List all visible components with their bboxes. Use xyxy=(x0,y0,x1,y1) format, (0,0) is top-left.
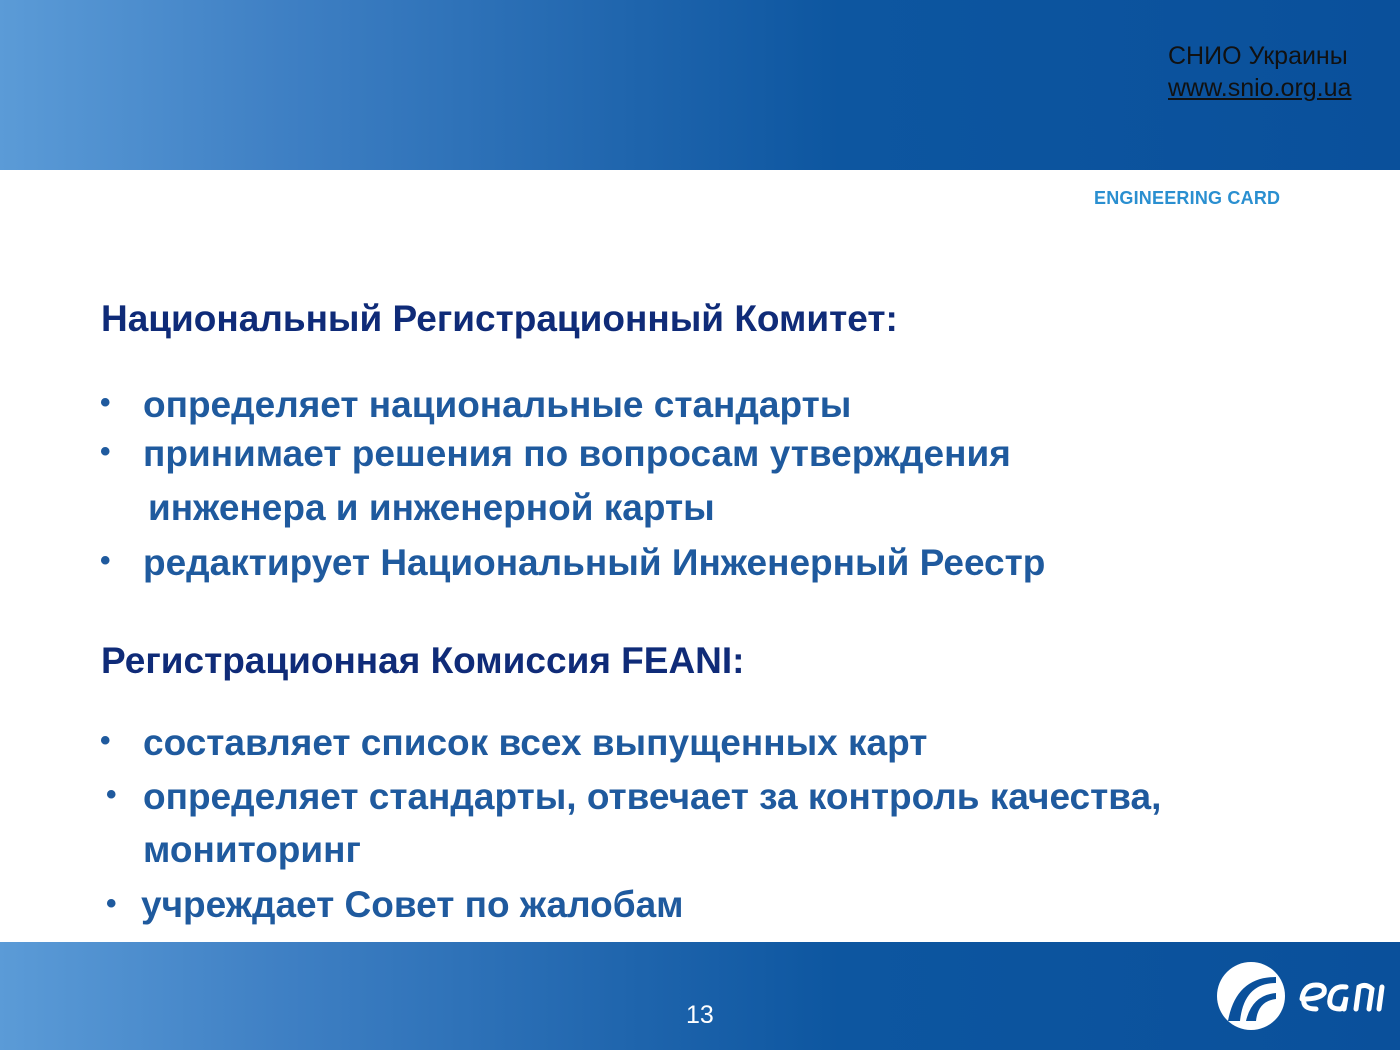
committee-item-2: принимает решения по вопросам утверждения xyxy=(143,433,1011,474)
feani-logo xyxy=(1216,961,1388,1031)
commission-item-2: определяет стандарты, отвечает за контроль качества, xyxy=(143,776,1162,817)
commission-heading: Регистрационная Комиссия FEANI: xyxy=(101,640,745,681)
committee-item-3: редактирует Национальный Инженерный Реестр xyxy=(143,542,1046,583)
bullet-icon: • xyxy=(106,778,117,811)
commission-item-1: составляет список всех выпущенных карт xyxy=(143,722,928,763)
committee-heading: Национальный Регистрационный Комитет: xyxy=(101,298,898,339)
org-block xyxy=(1168,40,1351,104)
commission-item-3: учреждает Совет по жалобам xyxy=(141,884,684,925)
org-url-link[interactable]: www.snio.org.ua xyxy=(1168,74,1352,102)
bullet-icon: • xyxy=(100,435,111,468)
section-tag: ENGINEERING CARD xyxy=(1094,188,1281,208)
page-number: 13 xyxy=(686,1001,714,1029)
committee-item-1: определяет национальные стандарты xyxy=(143,384,852,425)
footer-band xyxy=(0,942,1400,1050)
bullet-icon: • xyxy=(100,544,111,577)
bullet-icon: • xyxy=(100,386,111,419)
committee-item-2-continued: инженера и инженерной карты xyxy=(148,487,715,528)
bullet-icon: • xyxy=(106,887,117,920)
commission-item-2-continued: мониторинг xyxy=(143,829,361,870)
org-name: СНИО Украины xyxy=(1168,42,1348,70)
bullet-icon: • xyxy=(100,724,111,757)
